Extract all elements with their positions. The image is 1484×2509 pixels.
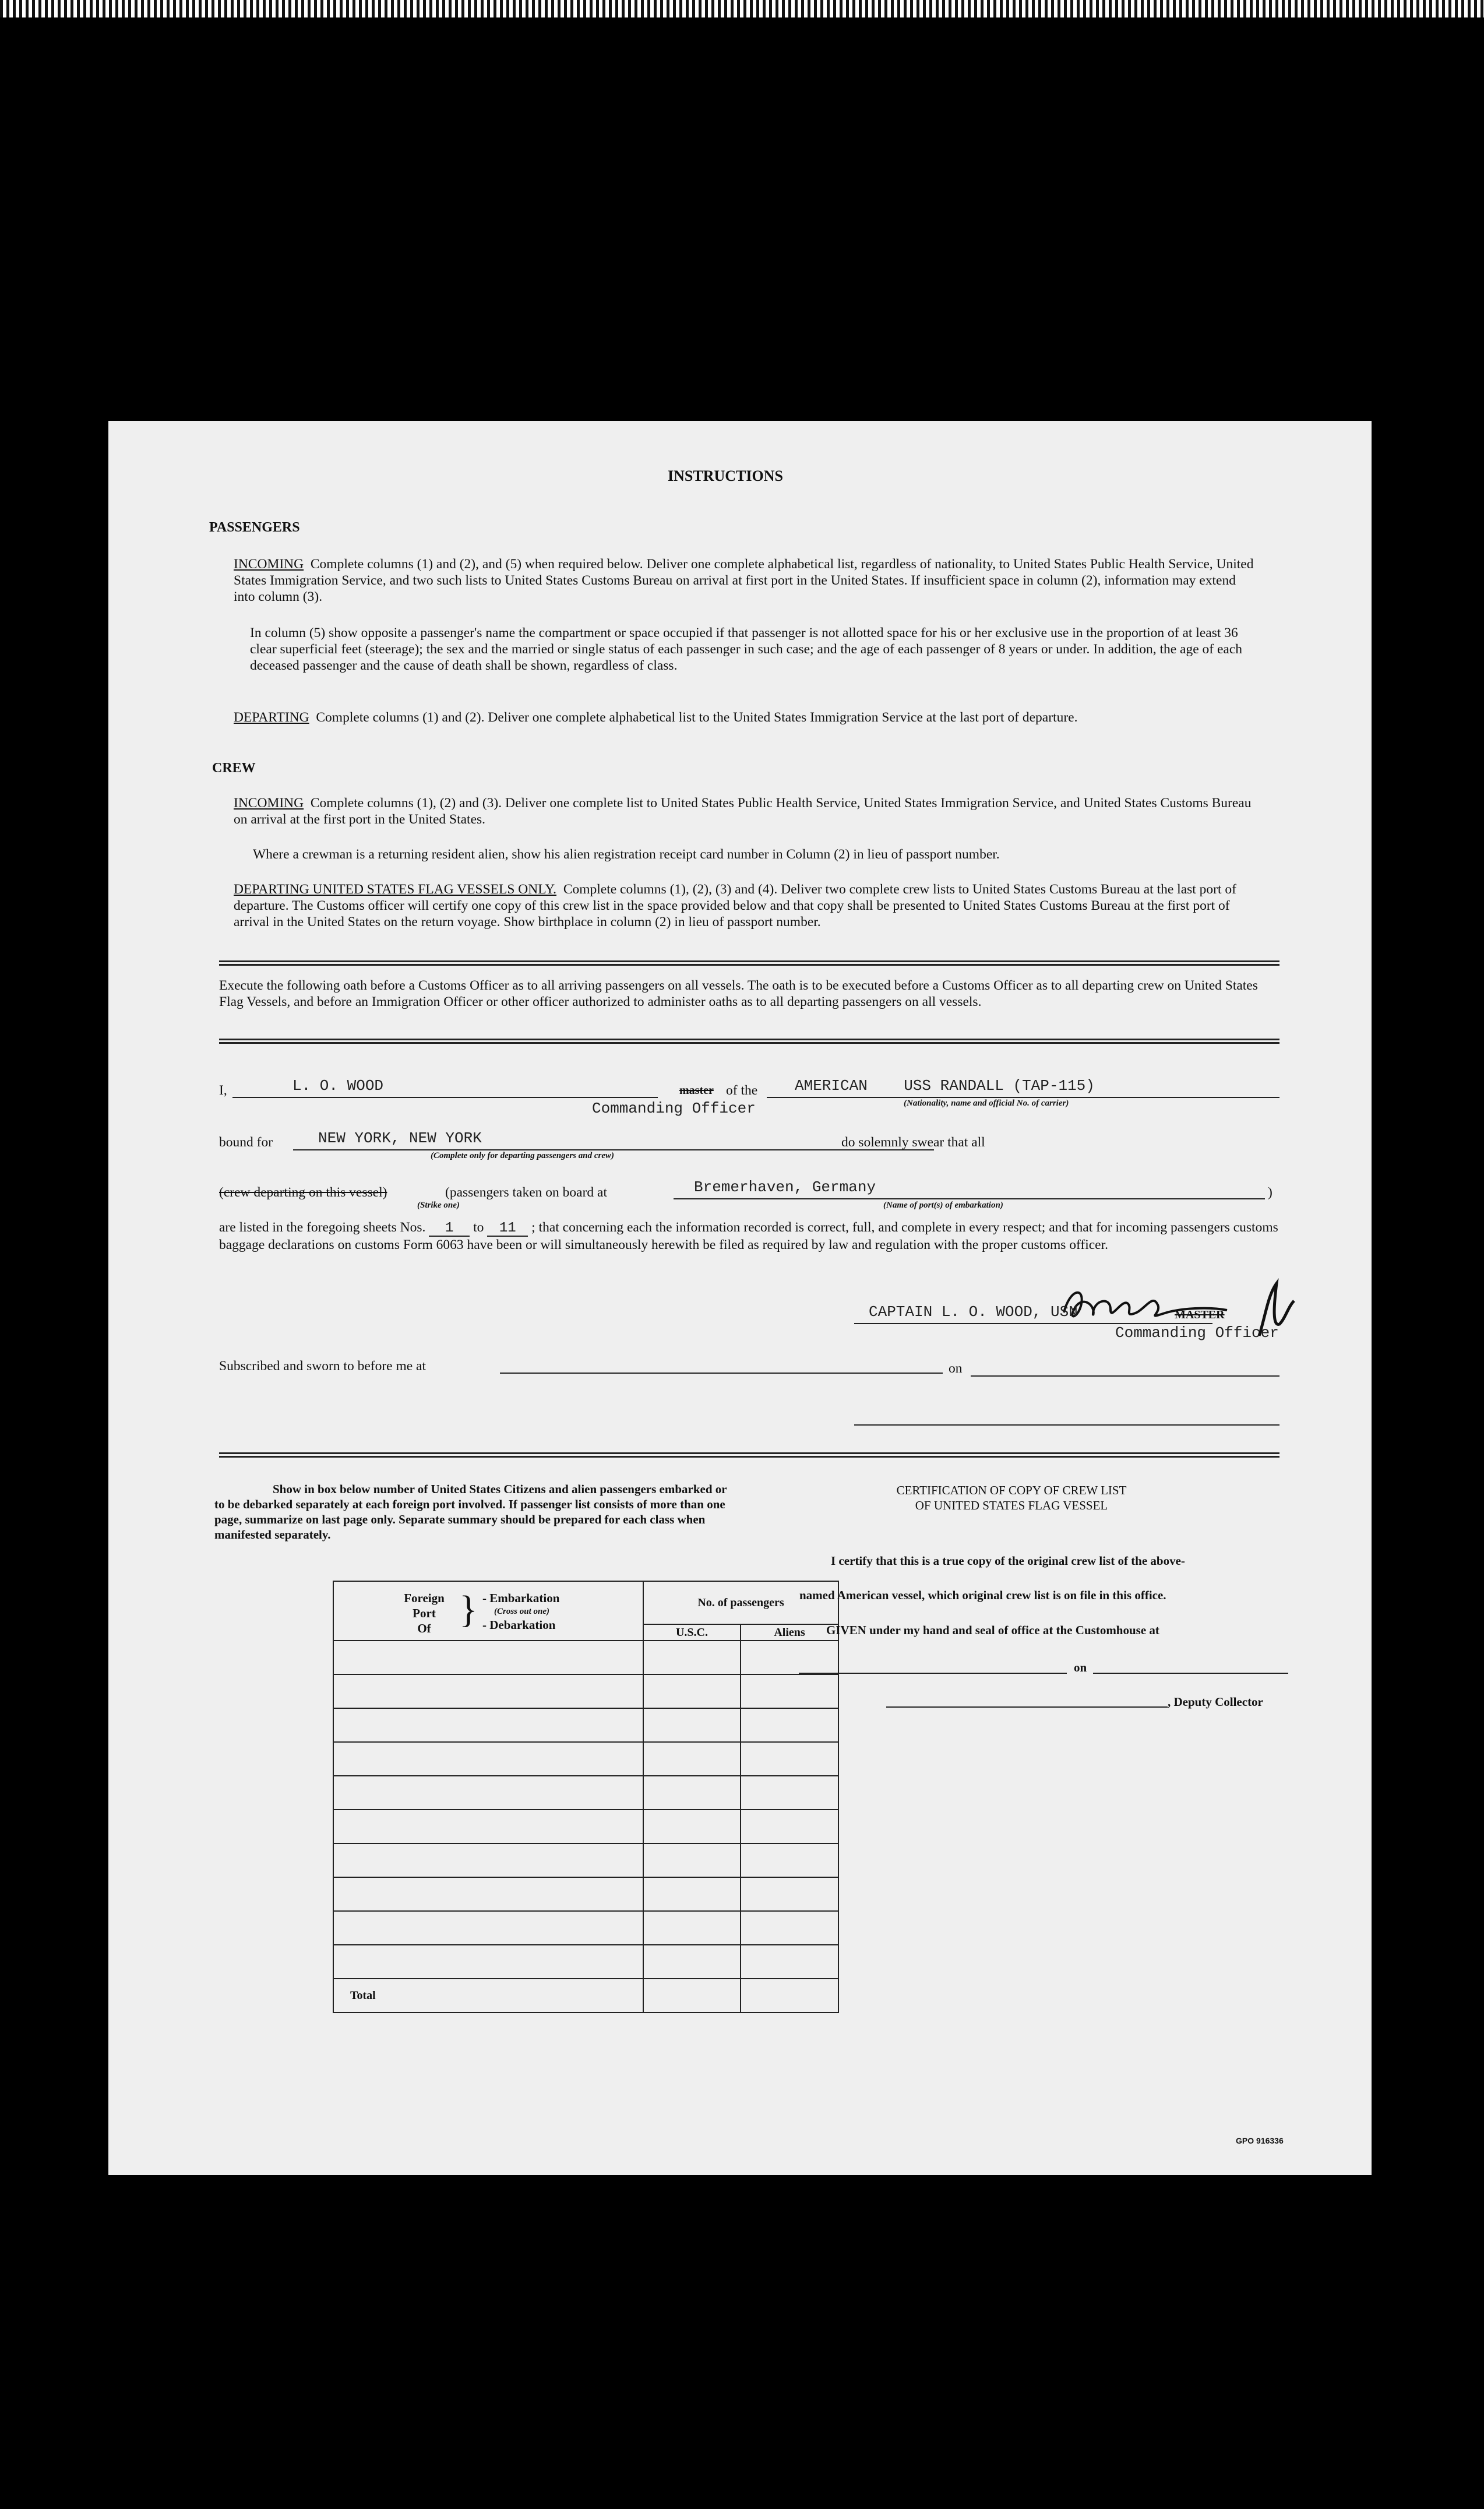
sheets-text-1: are listed in the foregoing sheets Nos. bbox=[219, 1220, 426, 1235]
deputy-collector-label: , Deputy Collector bbox=[1168, 1695, 1263, 1709]
crew-incoming-text: Complete columns (1), (2) and (3). Deliver one complete list to United States Public Health Service, United States Immigration Service, and United States Customs Bureau on arrival at the first port in the United States. bbox=[234, 796, 1252, 827]
table-row bbox=[333, 1810, 838, 1843]
divider-2 bbox=[219, 1039, 1279, 1044]
table-row bbox=[333, 1843, 838, 1877]
certification-title-1: CERTIFICATION OF COPY OF CREW LIST bbox=[896, 1483, 1127, 1497]
table-row bbox=[333, 1911, 838, 1945]
aliens-cell[interactable] bbox=[741, 1776, 838, 1810]
crew-departing-text: Complete columns (1), (2), (3) and (4). Deliver two complete crew lists to United States Customs Bureau at the last port of departure. The Customs officer will certify one copy of this crew list in the space provided below and that copy shall be presented to United States Customs Bureau at the first port of arrival in the United States on the return voyage. Show birthplace in column (2) in lieu of passport number. bbox=[234, 882, 1236, 930]
no-of-passengers-header: No. of passengers bbox=[643, 1581, 838, 1624]
summary-header-row bbox=[333, 1581, 838, 1624]
certification-line-3: GIVEN under my hand and seal of office at the Customhouse at bbox=[826, 1623, 1159, 1637]
certification-title bbox=[889, 1483, 1134, 1513]
usc-cell[interactable] bbox=[643, 1708, 741, 1742]
aliens-cell[interactable] bbox=[741, 1674, 838, 1708]
master-struck-2: MASTER bbox=[1175, 1308, 1225, 1321]
to-label: to bbox=[473, 1220, 484, 1235]
crew-incoming-label: INCOMING bbox=[234, 796, 304, 811]
port-cell[interactable] bbox=[333, 1945, 643, 1979]
table-row bbox=[333, 1945, 838, 1979]
vessel-line bbox=[767, 1097, 1279, 1098]
brace-icon: } bbox=[459, 1588, 478, 1631]
crew-incoming bbox=[234, 795, 1259, 828]
aliens-cell[interactable] bbox=[741, 1641, 838, 1674]
table-row bbox=[333, 1641, 838, 1674]
cross-out-label: (Cross out one) bbox=[494, 1607, 550, 1616]
passengers-incoming bbox=[234, 556, 1259, 605]
form-page bbox=[108, 421, 1372, 2175]
usc-cell[interactable] bbox=[643, 1742, 741, 1776]
aliens-header: Aliens bbox=[741, 1624, 838, 1641]
close-paren: ) bbox=[1268, 1185, 1272, 1200]
passenger-summary-table bbox=[333, 1581, 839, 2013]
certification-date-line bbox=[1093, 1673, 1288, 1674]
port-of-embarkation: Bremerhaven, Germany bbox=[694, 1178, 876, 1196]
usc-header: U.S.C. bbox=[643, 1624, 741, 1641]
oath-intro: Execute the following oath before a Customs Officer as to all arriving passengers on all vessels. The oath is to be executed before a Customs Officer as to all departing crew on United States Flag Vessels, and before an Immigration Officer or other officer authorized to administer oaths as to all departing passengers on all vessels. bbox=[219, 978, 1258, 1009]
port-cell[interactable] bbox=[333, 1742, 643, 1776]
usc-cell[interactable] bbox=[643, 1911, 741, 1945]
port-header-port: Port bbox=[413, 1606, 436, 1620]
bound-for-label: bound for bbox=[219, 1135, 273, 1150]
swear-text: do solemnly swear that all bbox=[841, 1135, 985, 1150]
subscribed-date-line bbox=[971, 1375, 1279, 1377]
subscribed-label: Subscribed and sworn to before me at bbox=[219, 1359, 426, 1374]
oath-title: Commanding Officer bbox=[592, 1100, 756, 1117]
debarkation-label: - Debarkation bbox=[482, 1618, 556, 1632]
destination-caption: (Complete only for departing passengers and crew) bbox=[431, 1151, 614, 1160]
passengers-heading: PASSENGERS bbox=[209, 520, 300, 535]
passengers-departing-text: Complete columns (1) and (2). Deliver one complete alphabetical list to the United States Immigration Service at the last port of departure. bbox=[316, 710, 1078, 725]
aliens-cell[interactable] bbox=[741, 1877, 838, 1911]
passengers-departing-label: DEPARTING bbox=[234, 710, 309, 725]
vessel-caption: (Nationality, name and official No. of carrier) bbox=[904, 1099, 1069, 1108]
summary-instructions: Show in box below number of United States Citizens and alien passengers embarked or to be debarked separately at each foreign port involved. If passenger list consists of more than one page, summarize on last page only. Separate summary should be prepared for each class when manifested separately. bbox=[214, 1482, 727, 1542]
port-header-foreign: Foreign bbox=[404, 1591, 445, 1605]
embarkation-label: - Embarkation bbox=[482, 1591, 560, 1605]
subscribed-on-label: on bbox=[949, 1361, 963, 1376]
usc-cell[interactable] bbox=[643, 1810, 741, 1843]
table-row bbox=[333, 1708, 838, 1742]
total-aliens-cell[interactable] bbox=[741, 1979, 838, 2012]
usc-cell[interactable] bbox=[643, 1843, 741, 1877]
oath-i-label: I, bbox=[219, 1083, 227, 1098]
destination: NEW YORK, NEW YORK bbox=[318, 1129, 482, 1147]
usc-cell[interactable] bbox=[643, 1641, 741, 1674]
port-cell[interactable] bbox=[333, 1877, 643, 1911]
certification-line-1: I certify that this is a true copy of the original crew list of the above- bbox=[831, 1554, 1185, 1568]
passengers-departing bbox=[234, 709, 1259, 726]
certification-title-2: OF UNITED STATES FLAG VESSEL bbox=[915, 1498, 1108, 1512]
crew-heading: CREW bbox=[212, 761, 256, 776]
signature-typed: CAPTAIN L. O. WOOD, USN bbox=[869, 1303, 1078, 1321]
usc-cell[interactable] bbox=[643, 1945, 741, 1979]
deputy-signature-line bbox=[886, 1706, 1168, 1708]
port-cell[interactable] bbox=[333, 1708, 643, 1742]
signature-title: Commanding Officer bbox=[1115, 1324, 1279, 1342]
total-usc-cell[interactable] bbox=[643, 1979, 741, 2012]
port-header-of: Of bbox=[417, 1621, 431, 1635]
table-row bbox=[333, 1674, 838, 1708]
port-cell[interactable] bbox=[333, 1641, 643, 1674]
port-cell[interactable] bbox=[333, 1674, 643, 1708]
certification-line-2: named American vessel, which original crew list is on file in this office. bbox=[799, 1588, 1166, 1602]
passengers-column5: In column (5) show opposite a passenger's name the compartment or space occupied if that passenger is not allotted space for his or her exclusive use in the proportion of at least 36 clear superficial feet (steerage); the sex and the married or single status of each passenger in such case; and the age of each passenger of 8 years or under. In addition, the age of each deceased passenger and the cause of death shall be shown, regardless of class. bbox=[250, 625, 1243, 673]
oath-of-the: of the bbox=[726, 1083, 758, 1098]
sheet-to: 11 bbox=[487, 1222, 528, 1237]
total-row bbox=[333, 1979, 838, 2012]
sheets-statement bbox=[219, 1219, 1279, 1253]
passengers-taken-text: (passengers taken on board at bbox=[445, 1185, 607, 1200]
certification-on-label: on bbox=[1074, 1660, 1087, 1674]
sheet-from: 1 bbox=[429, 1222, 470, 1237]
crew-strike: (crew departing on this vessel) bbox=[219, 1185, 387, 1200]
port-header-label bbox=[392, 1590, 456, 1636]
aliens-cell[interactable] bbox=[741, 1945, 838, 1979]
aliens-cell[interactable] bbox=[741, 1742, 838, 1776]
customhouse-line bbox=[799, 1673, 1067, 1674]
passengers-incoming-label: INCOMING bbox=[234, 557, 304, 572]
oath-name: L. O. WOOD bbox=[292, 1077, 384, 1095]
gpo-code: GPO 916336 bbox=[1236, 2136, 1284, 2145]
port-cell[interactable] bbox=[333, 1843, 643, 1877]
port-header-cell bbox=[333, 1581, 643, 1641]
port-caption: (Name of port(s) of embarkation) bbox=[883, 1201, 1003, 1210]
officer-signature-line bbox=[854, 1424, 1279, 1426]
aliens-cell[interactable] bbox=[741, 1843, 838, 1877]
divider-1 bbox=[219, 960, 1279, 966]
destination-line bbox=[293, 1149, 934, 1150]
aliens-cell[interactable] bbox=[741, 1810, 838, 1843]
page-title: INSTRUCTIONS bbox=[668, 467, 783, 484]
usc-cell[interactable] bbox=[643, 1877, 741, 1911]
table-row bbox=[333, 1742, 838, 1776]
name-line bbox=[232, 1097, 658, 1098]
passengers-incoming-text: Complete columns (1) and (2), and (5) when required below. Deliver one complete alphabetical list, regardless of nationality, to United States Public Health Service, United States Immigration Service, and two such lists to United States Customs Bureau on arrival at first port in the United States. If insufficient space in column (2), information may extend into column (3). bbox=[234, 557, 1254, 604]
table-row bbox=[333, 1877, 838, 1911]
film-edge bbox=[0, 0, 1484, 17]
sheets-text-2: ; that concerning each the information recorded is correct, full, and complete in every respect; and that for incoming passengers customs baggage declarations on customs Form 6063 have been or will simultaneously herewith be filed as required by law and regulation with the proper customs officer. bbox=[219, 1220, 1278, 1252]
port-cell[interactable] bbox=[333, 1810, 643, 1843]
port-line bbox=[674, 1198, 1265, 1199]
subscribed-place-line bbox=[500, 1373, 943, 1374]
total-label: Total bbox=[333, 1979, 643, 2012]
crew-departing-label: DEPARTING UNITED STATES FLAG VESSELS ONLY. bbox=[234, 882, 557, 897]
crew-departing bbox=[234, 881, 1259, 930]
strike-caption: (Strike one) bbox=[417, 1201, 460, 1210]
port-cell[interactable] bbox=[333, 1776, 643, 1810]
aliens-cell[interactable] bbox=[741, 1911, 838, 1945]
oath-vessel: AMERICAN USS RANDALL (TAP-115) bbox=[795, 1077, 1095, 1095]
divider-3 bbox=[219, 1452, 1279, 1458]
usc-cell[interactable] bbox=[643, 1674, 741, 1708]
master-struck: master bbox=[679, 1084, 714, 1097]
table-row bbox=[333, 1776, 838, 1810]
crew-resident: Where a crewman is a returning resident alien, show his alien registration receipt card number in Column (2) in lieu of passport number. bbox=[253, 847, 1000, 862]
port-cell[interactable] bbox=[333, 1911, 643, 1945]
usc-cell[interactable] bbox=[643, 1776, 741, 1810]
aliens-cell[interactable] bbox=[741, 1708, 838, 1742]
